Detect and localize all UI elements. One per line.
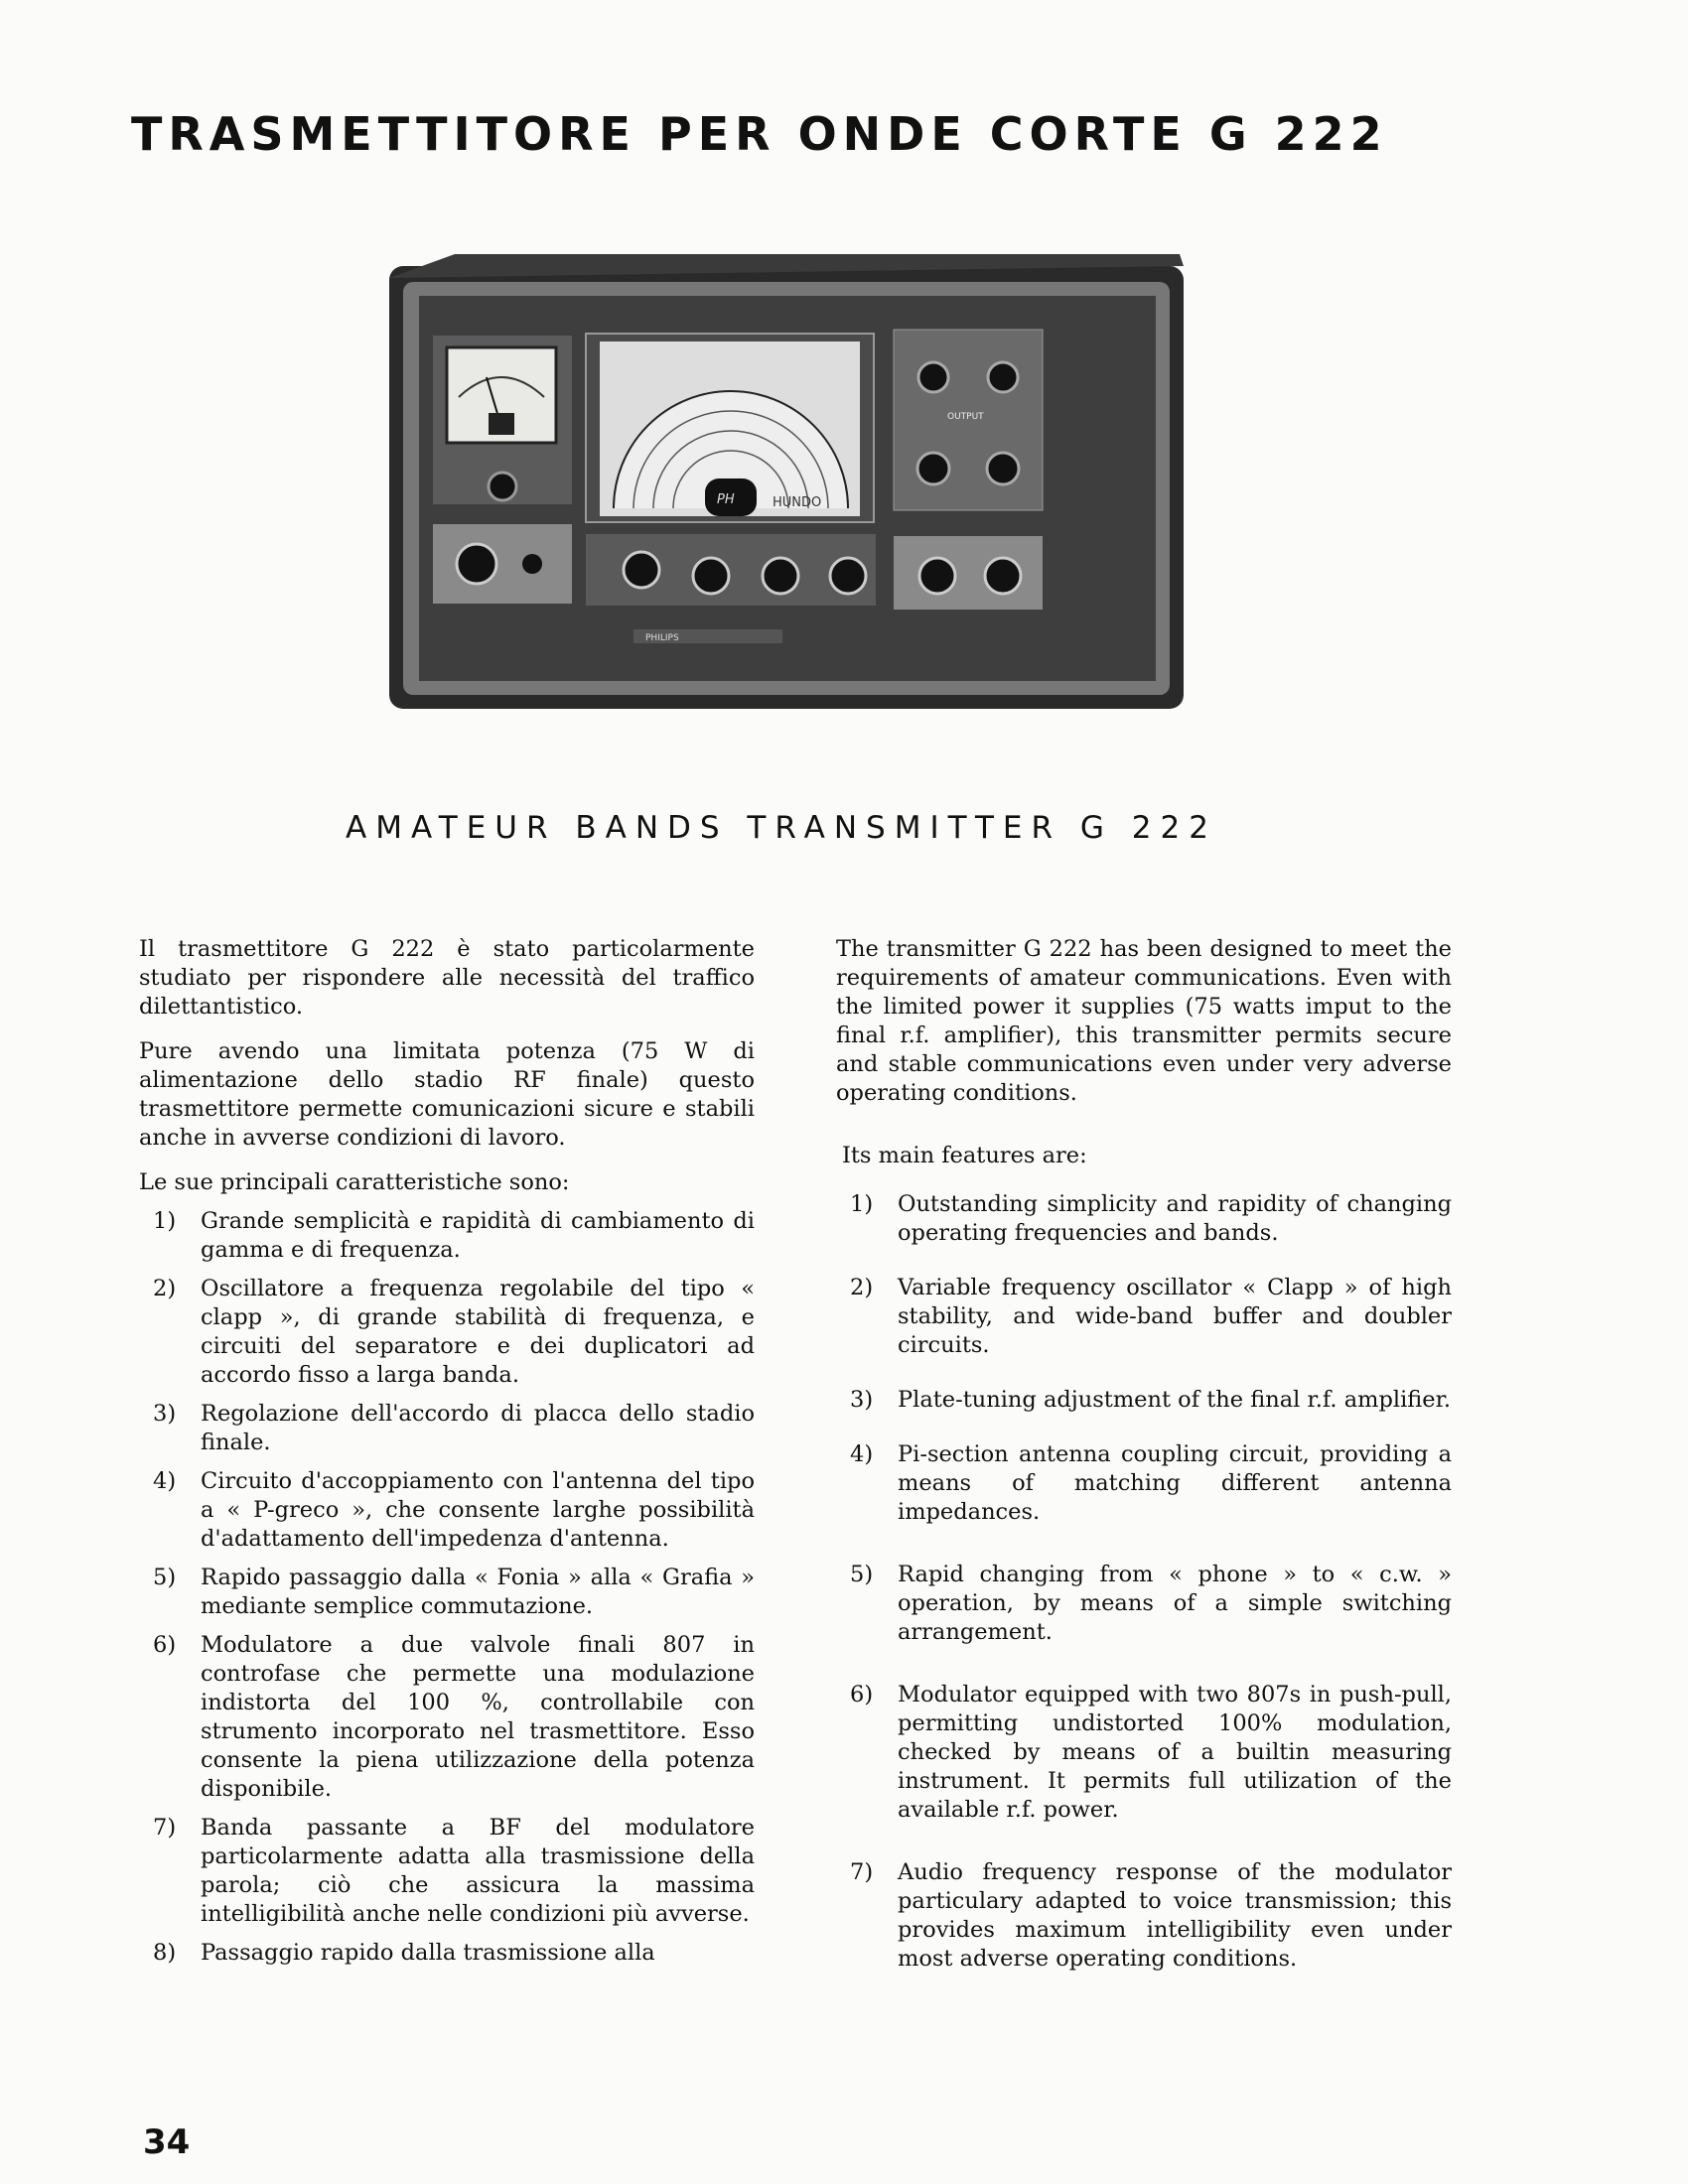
panel-label-output: OUTPUT bbox=[947, 412, 984, 422]
panel-label-brand: PHILIPS bbox=[645, 633, 679, 643]
item-number: 4) bbox=[153, 1468, 177, 1494]
list-item bbox=[139, 1564, 755, 1621]
item-number: 8) bbox=[153, 1940, 177, 1966]
list-item bbox=[836, 1561, 1452, 1647]
item-text: Outstanding simplicity and rapidity of changing operating frequencies and bands. bbox=[898, 1191, 1452, 1246]
transmitter-photo bbox=[385, 248, 1192, 715]
item-text: Grande semplicità e rapidità di cambiamento di gamma e di frequenza. bbox=[201, 1208, 755, 1263]
item-number: 5) bbox=[153, 1565, 177, 1590]
italian-intro-paragraph-1: Il trasmettitore G 222 è stato particolarmente studiato per rispondere alle necessità del traffico dilettantistico. bbox=[139, 936, 755, 1020]
item-number: 7) bbox=[153, 1815, 177, 1841]
list-item bbox=[836, 1386, 1452, 1415]
item-number: 6) bbox=[153, 1632, 177, 1658]
item-number: 1) bbox=[153, 1208, 177, 1234]
list-item bbox=[836, 1858, 1452, 1974]
list-item bbox=[139, 1631, 755, 1804]
item-text: Rapid changing from « phone » to « c.w. » operation, by means of a simple switching arrangement. bbox=[898, 1562, 1452, 1645]
english-features-list bbox=[836, 1190, 1452, 1974]
list-item bbox=[836, 1440, 1452, 1527]
list-item bbox=[836, 1190, 1452, 1248]
italian-intro-paragraph-2: Pure avendo una limitata potenza (75 W di alimentazione dello stadio RF finale) questo trasmettitore permette comunicazioni sicure e stabili anche in avverse condizioni di lavoro. bbox=[139, 1038, 755, 1151]
item-text: Rapido passaggio dalla « Fonia » alla « Grafia » mediante semplice commutazione. bbox=[201, 1565, 755, 1619]
item-text: Passaggio rapido dalla trasmissione alla bbox=[201, 1940, 655, 1966]
page-title: TRASMETTITORE PER ONDE CORTE G 222 bbox=[131, 107, 1388, 161]
italian-features-list bbox=[139, 1207, 755, 1968]
list-item bbox=[139, 1467, 755, 1554]
item-text: Variable frequency oscillator « Clapp » of high stability, and wide-band buffer and doubler circuits. bbox=[898, 1275, 1452, 1358]
item-number: 1) bbox=[850, 1191, 874, 1217]
item-text: Modulator equipped with two 807s in push-pull, permitting undistorted 100% modulation, checked by means of a builtin measuring instrument. It permits full utilization of the available r.f. power. bbox=[898, 1682, 1452, 1823]
item-text: Regolazione dell'accordo di placca dello stadio finale. bbox=[201, 1401, 755, 1455]
item-text: Pi-section antenna coupling circuit, providing a means of matching different antenna impedances. bbox=[898, 1441, 1452, 1525]
svg-text:PH: PH bbox=[717, 492, 735, 507]
item-number: 2) bbox=[153, 1276, 177, 1301]
page-number: 34 bbox=[143, 2122, 191, 2162]
list-item bbox=[139, 1814, 755, 1929]
list-item bbox=[139, 1275, 755, 1390]
list-item bbox=[836, 1681, 1452, 1825]
item-text: Audio frequency response of the modulator particulary adapted to voice transmission; this provides maximum intelligibility even under most adverse operating conditions. bbox=[898, 1859, 1452, 1972]
item-number: 3) bbox=[153, 1401, 177, 1427]
list-item bbox=[139, 1207, 755, 1265]
item-number: 7) bbox=[850, 1859, 874, 1885]
list-item bbox=[139, 1939, 755, 1968]
list-item bbox=[836, 1274, 1452, 1360]
english-subtitle: AMATEUR BANDS TRANSMITTER G 222 bbox=[346, 810, 1217, 846]
english-intro-paragraph: The transmitter G 222 has been designed to meet the requirements of amateur communications. Even with the limited power it supplies (75 watts imput to the final r.f. amplifier), this transmitter permits secure and stable communications even under very adverse operating conditions. bbox=[836, 936, 1452, 1106]
item-number: 4) bbox=[850, 1441, 874, 1467]
italian-column bbox=[139, 935, 755, 1978]
english-features-heading: Its main features are: bbox=[842, 1143, 1087, 1168]
svg-text:HUNDO: HUNDO bbox=[773, 495, 822, 510]
list-item bbox=[139, 1400, 755, 1457]
item-number: 3) bbox=[850, 1387, 874, 1413]
item-text: Banda passante a BF del modulatore particolarmente adatta alla trasmissione della parola; ciò che assicura la massima intelligibilità anche nelle condizioni più avverse. bbox=[201, 1815, 755, 1927]
item-text: Oscillatore a frequenza regolabile del tipo « clapp », di grande stabilità di frequenza, e circuiti del separatore e dei duplicatori ad accordo fisso a larga banda. bbox=[201, 1276, 755, 1388]
item-number: 2) bbox=[850, 1275, 874, 1300]
english-column bbox=[836, 935, 1452, 2007]
item-text: Modulatore a due valvole finali 807 in controfase che permette una modulazione indistorta del 100 %, controllabile con strumento incorporato nel trasmettitore. Esso consente la piena utilizzazione della potenza disponibile. bbox=[201, 1632, 755, 1802]
italian-features-heading: Le sue principali caratteristiche sono: bbox=[139, 1169, 570, 1195]
item-text: Plate-tuning adjustment of the final r.f. amplifier. bbox=[898, 1387, 1452, 1413]
item-text: Circuito d'accoppiamento con l'antenna del tipo a « P-greco », che consente larghe possibilità d'adattamento dell'impedenza d'antenna. bbox=[201, 1468, 755, 1552]
item-number: 5) bbox=[850, 1562, 874, 1587]
item-number: 6) bbox=[850, 1682, 874, 1707]
